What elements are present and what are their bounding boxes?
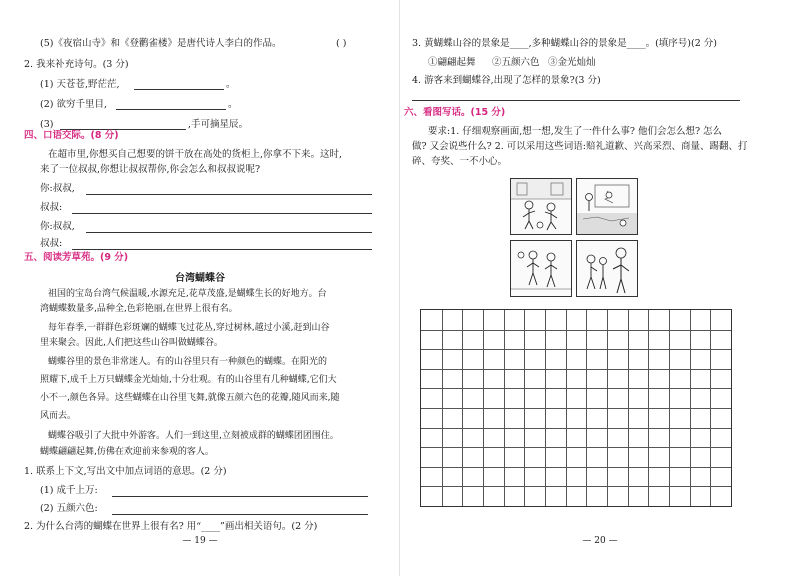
passage-title: 台湾蝴蝶谷 — [175, 273, 225, 284]
passage-p4: 蝴蝶谷吸引了大批中外游客。人们一到这里,立刻被成群的蝴蝶团团围住。 — [48, 431, 339, 441]
reading-q2: 2. 为什么台湾的蝴蝶在世界上很有名? 用“____”画出相关语句。(2 分) — [24, 521, 318, 532]
answer-paren[interactable]: ( ) — [336, 38, 347, 49]
q3-option-2: ②五颜六色 — [492, 57, 540, 68]
section-6-req-2: 做? 又会说些什么? 2. 可以采用这些词语:赔礼道歉、兴高采烈、商量、踢翻、打 — [412, 141, 748, 152]
apology-to-neighbor-illustration — [577, 241, 637, 296]
kids-playing-ball-illustration — [511, 179, 571, 234]
section-4-para-1: 在超市里,你想买自己想要的饼干放在高处的货柜上,你拿不下来。这时, — [48, 149, 343, 160]
dialog-uncle-1: 叔叔: — [40, 202, 63, 213]
answer-line[interactable] — [112, 496, 368, 497]
answer-line[interactable] — [134, 89, 224, 90]
reading-q1-2: (2) 五颜六色: — [40, 503, 98, 514]
dialog-you-2: 你:叔叔, — [40, 221, 75, 232]
page-left: (5)《夜宿山寺》和《登鹳雀楼》是唐代诗人李白的作品。 ( ) 2. 我来补充诗句。(3 分) (1) 天苍苍,野茫茫, 。 (2) 欲穷千里目, 。 (3) ,手可摘星辰。 四、口语交际。(8 分) 在超市里,你想买自己想要的饼干放在高处的货柜上,你拿不下来。这时, 来了一位叔叔,你想让叔叔帮你,你会怎么和叔叔说呢? 你:叔叔, 叔叔: 你:叔叔, 叔叔: 五、阅读芳草苑。(9 分) 台湾蝴蝶谷 祖国的宝岛台湾气候温暖,水源充足,花草茂盛,是蝴蝶生长的好地方。台 湾蝴蝶数量多,品种全,色彩艳丽,在世界上很有名。 每年春季,一群群色彩斑斓的蝴蝶飞过花丛,穿过树林,越过小溪,赶到山谷 里来聚会。因此,人们把这些山谷叫做蝴蝶谷。 蝴蝶谷里的景色非常迷人。有的山谷里只有一种颜色的蝴蝶。在阳光的 照耀下,成千上万只蝴蝶金光灿灿,十分壮观。有的山谷里有几种蝴蝶,它们大 小不一,颜色各异。这些蝴蝶在山谷里飞舞,就像五颜六色的花瓣,随风而来,随 风而去。 蝴蝶谷吸引了大批中外游客。人们一到这里,立刻被成群的蝴蝶团团围住。 蝴蝶翩翩起舞,仿佛在欢迎前来参观的客人。 1. 联系上下文,写出文中加点词语的意思。(2 分) (1) 成千上万: (2) 五颜六色: 2. 为什么台湾的蝴蝶在世界上很有名? 用“____”画出相关语句。(2 分) — 19 — — [0, 0, 400, 576]
section-6-req-3: 碎、夸奖、一不小心。 — [412, 156, 508, 167]
grid-row-line — [421, 467, 731, 468]
reading-q3: 3. 黄蝴蝶山谷的景象是____,多种蝴蝶山谷的景象是____。(填序号)(2 分) — [412, 38, 717, 49]
picture-panel-3 — [510, 240, 572, 297]
dialog-uncle-2: 叔叔: — [40, 238, 63, 249]
picture-panel-2 — [576, 178, 638, 235]
poem-item-3: (3) — [40, 119, 54, 130]
poem-item-1: (1) 天苍苍,野茫茫, — [40, 79, 120, 90]
section-4-title: 四、口语交际。(8 分) — [24, 130, 119, 141]
q3-option-3: ③金光灿灿 — [548, 57, 596, 68]
passage-p2: 每年春季,一群群色彩斑斓的蝴蝶飞过花丛,穿过树林,越过小溪,赶到山谷 — [48, 323, 330, 333]
kids-talking-illustration — [511, 241, 571, 296]
grid-row-line — [421, 486, 731, 487]
writing-grid[interactable] — [420, 309, 732, 507]
reading-q4: 4. 游客来到蝴蝶谷,出现了怎样的景象?(3 分) — [412, 75, 601, 86]
grid-row-line — [421, 349, 731, 350]
section-4-para-2: 来了一位叔叔,你想让叔叔帮你,你会怎么和叔叔说呢? — [40, 164, 261, 175]
picture-panel-4 — [576, 240, 638, 297]
grid-row-line — [421, 408, 731, 409]
grid-row-line — [421, 428, 731, 429]
answer-line[interactable] — [72, 249, 372, 250]
answer-line[interactable] — [412, 100, 740, 101]
answer-line[interactable] — [112, 514, 368, 515]
ball-breaks-window-illustration — [577, 179, 637, 234]
grid-row-line — [421, 369, 731, 370]
answer-line[interactable] — [86, 194, 372, 195]
grid-row-line — [421, 388, 731, 389]
passage-p3: 蝴蝶谷里的景色非常迷人。有的山谷里只有一种颜色的蝴蝶。在阳光的 — [48, 357, 328, 367]
reading-q1-1: (1) 成千上万: — [40, 485, 98, 496]
question-5: (5)《夜宿山寺》和《登鹳雀楼》是唐代诗人李白的作品。 — [40, 38, 282, 49]
q3-option-1: ①翩翩起舞 — [428, 57, 476, 68]
page-number: — 20 — — [582, 536, 618, 546]
dialog-you-1: 你:叔叔, — [40, 183, 75, 194]
answer-line[interactable] — [116, 109, 226, 110]
fill-poem-title: 2. 我来补充诗句。(3 分) — [24, 59, 129, 70]
reading-q1: 1. 联系上下文,写出文中加点词语的意思。(2 分) — [24, 466, 227, 477]
poem-item-2: (2) 欲穷千里目, — [40, 99, 107, 110]
page-right — [400, 0, 800, 576]
picture-panel-1 — [510, 178, 572, 235]
answer-line[interactable] — [72, 213, 372, 214]
grid-row-line — [421, 330, 731, 331]
section-6-title: 六、看图写话。(15 分) — [404, 107, 506, 118]
grid-row-line — [421, 447, 731, 448]
answer-line[interactable] — [86, 232, 372, 233]
section-5-title: 五、阅读芳草苑。(9 分) — [24, 252, 129, 263]
page-number: — 19 — — [182, 536, 218, 546]
section-6-req-1: 要求:1. 仔细观察画面,想一想,发生了一件什么事? 他们会怎么想? 怎么 — [428, 126, 723, 137]
passage-p1: 祖国的宝岛台湾气候温暖,水源充足,花草茂盛,是蝴蝶生长的好地方。台 — [48, 289, 327, 299]
